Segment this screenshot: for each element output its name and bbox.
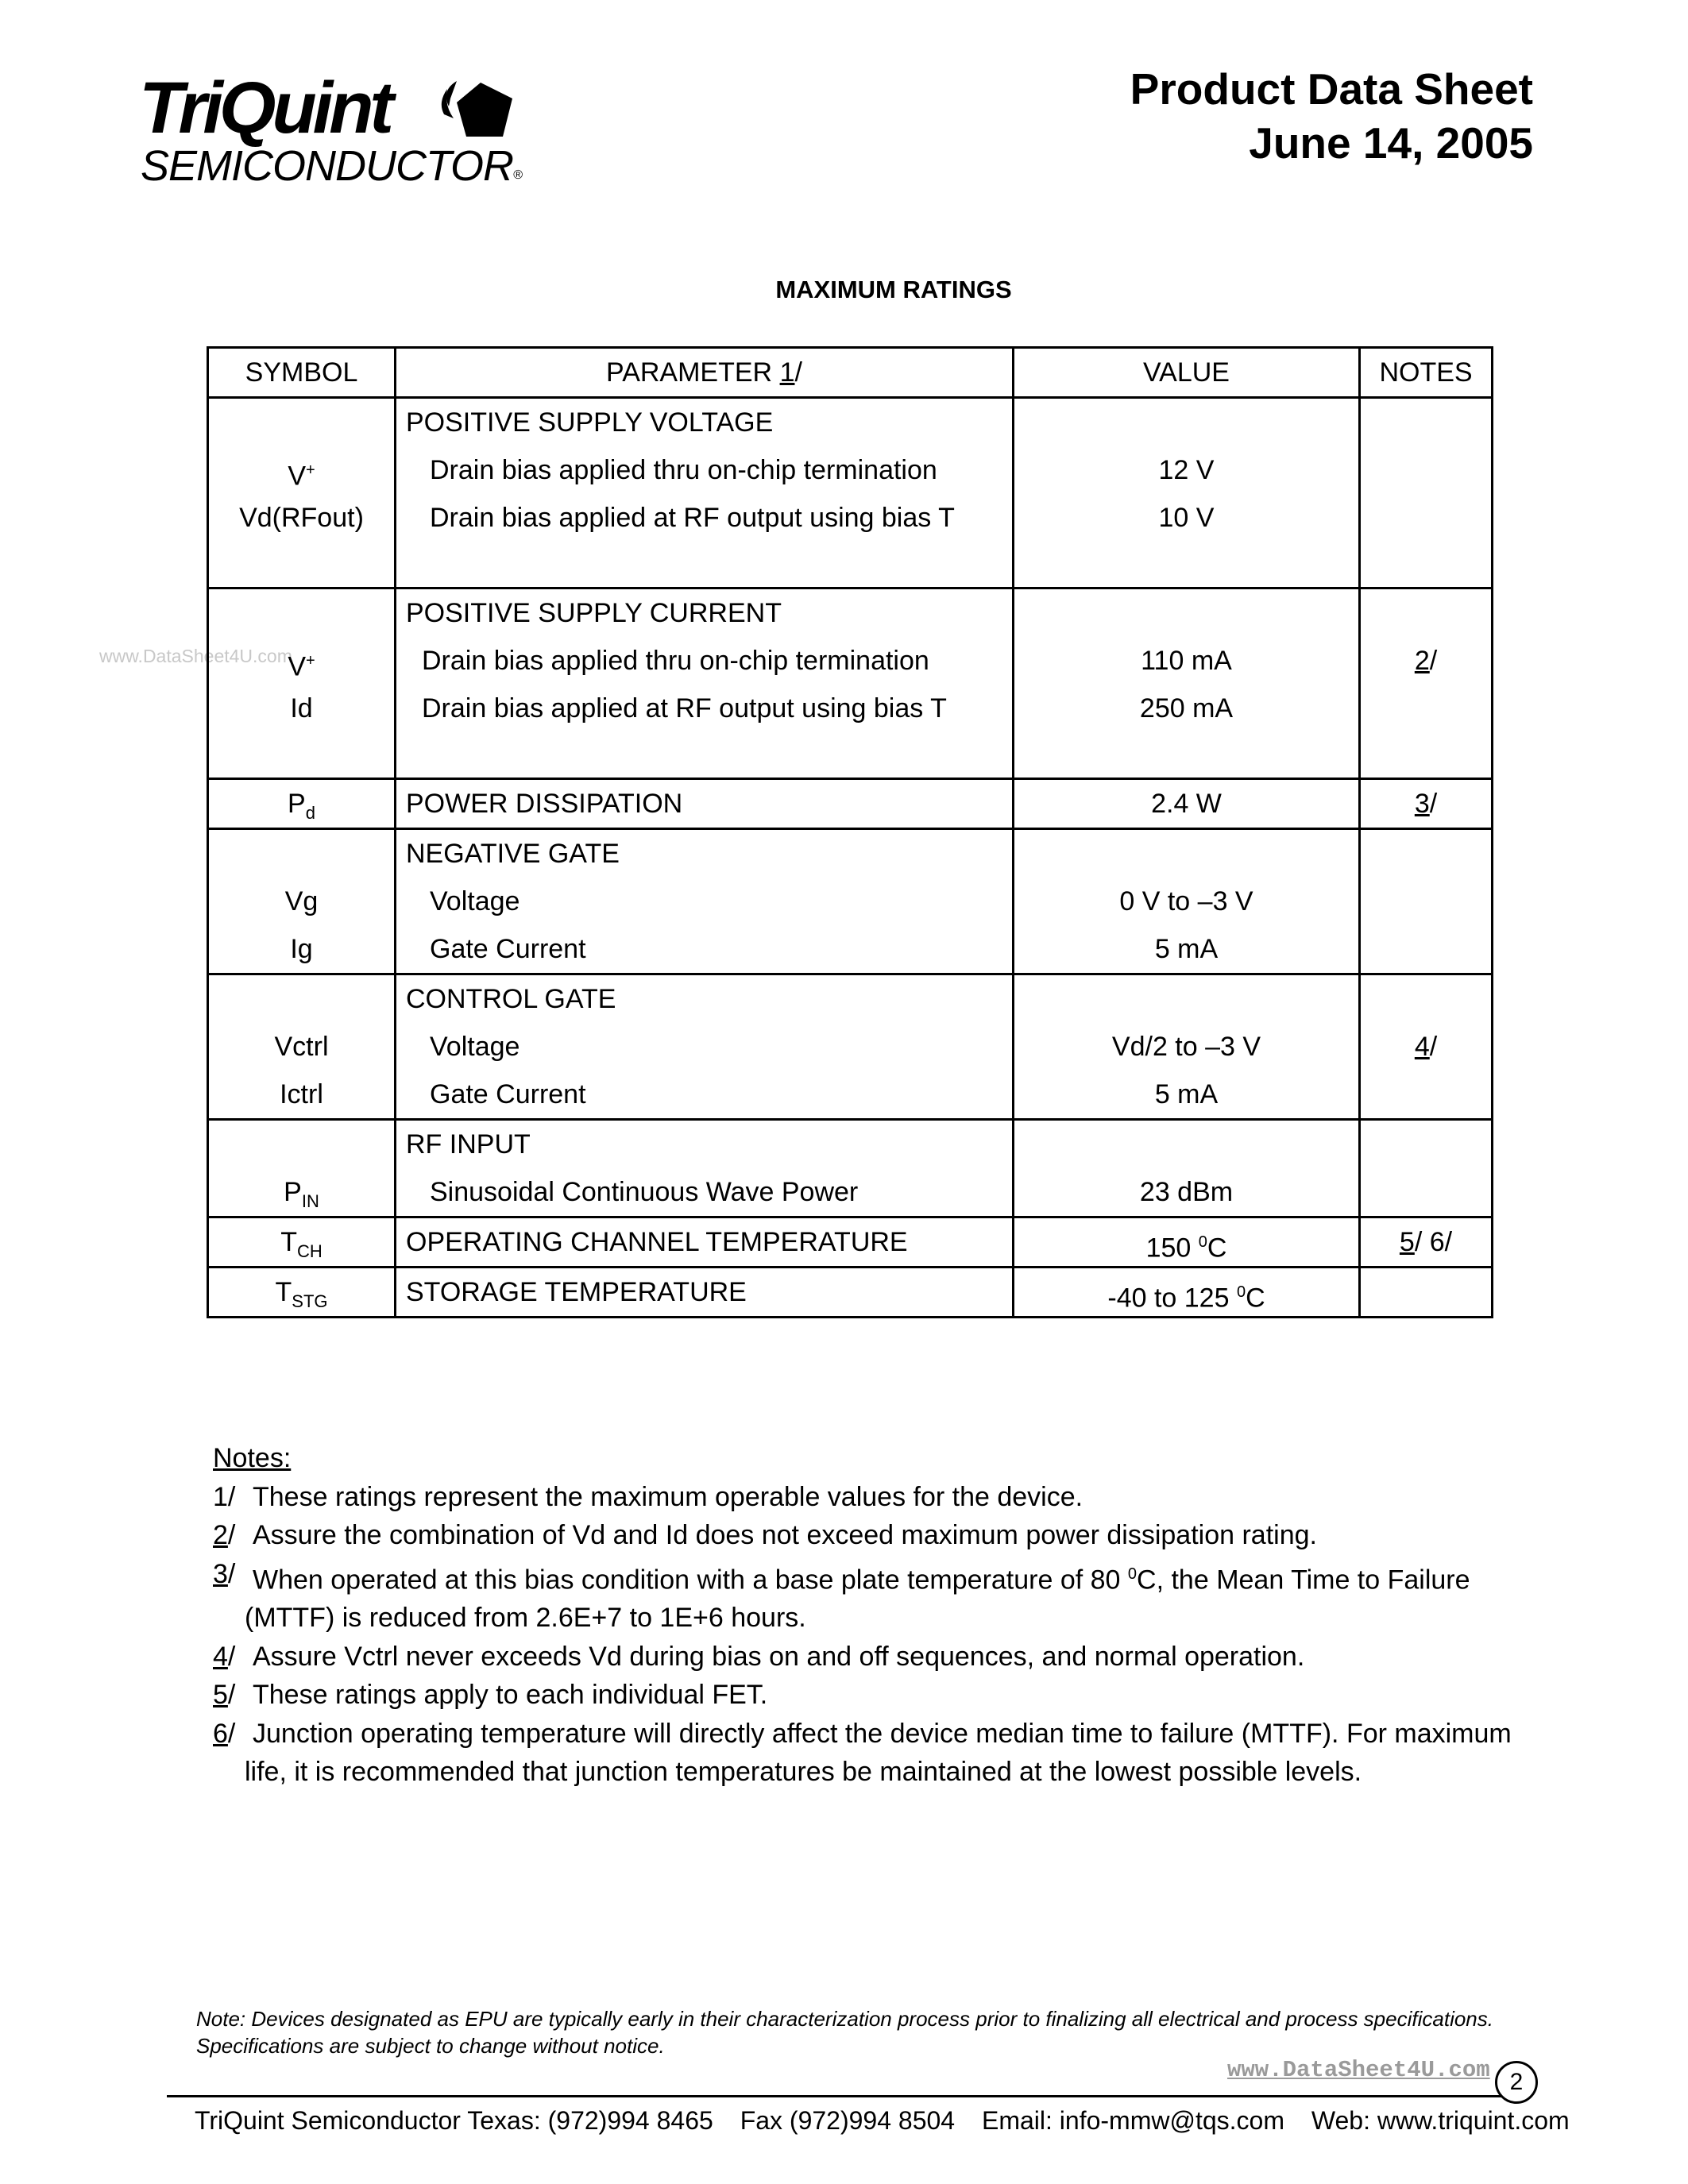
- parameter-cell: Voltage: [430, 886, 520, 916]
- doc-date: June 14, 2005: [1249, 118, 1533, 168]
- value-cell: 150 $^0$C: [1145, 1233, 1227, 1264]
- watermark-bottom[interactable]: www.DataSheet4U.com: [1227, 2057, 1490, 2083]
- value-cell: Vd/2 to –3 V: [1111, 1032, 1261, 1062]
- header-notes: NOTES: [1360, 348, 1493, 398]
- parameter-group-title: CONTROL GATE: [406, 984, 616, 1014]
- value-cell: 10 V: [1158, 503, 1215, 533]
- header-parameter: PARAMETER 1/: [396, 348, 1014, 398]
- parameter-cell: Voltage: [430, 1032, 520, 1062]
- symbol-cell: V+: [288, 461, 315, 492]
- parameter-group-title: POSITIVE SUPPLY VOLTAGE: [406, 407, 774, 438]
- value-cell: 23 dBm: [1139, 1177, 1234, 1207]
- pentagon-logo-icon: [433, 75, 520, 146]
- symbol-cell: Ictrl: [280, 1079, 323, 1109]
- notes-heading: Notes:: [213, 1443, 292, 1473]
- table-header-row: [208, 348, 1493, 398]
- document-header: [1130, 62, 1533, 170]
- footer: [195, 2106, 1590, 2136]
- table-row: [208, 829, 1493, 974]
- value-cell: 5 mA: [1154, 934, 1219, 964]
- table-row: [208, 398, 1493, 588]
- footer-fax: Fax (972)994 8504: [740, 2106, 956, 2135]
- note-continuation: life, it is recommended that junction temperatures be maintained at the lowest possible levels.: [245, 1757, 1362, 1788]
- note-continuation: (MTTF) is reduced from 2.6E+7 to 1E+6 hours.: [245, 1603, 806, 1634]
- note-item: 5/ These ratings apply to each individual FET.: [213, 1680, 768, 1711]
- watermark-top: www.DataSheet4U.com: [99, 646, 292, 666]
- table-row: [208, 1268, 1493, 1318]
- parameter-cell: Gate Current: [430, 934, 586, 964]
- note-item: 3/ When operated at this bias condition with a base plate temperature of 80 $^0$C, the Mean Time to Failure: [213, 1558, 1470, 1595]
- symbol-cell: Vctrl: [274, 1032, 329, 1062]
- notes-cell: 3/: [1414, 789, 1438, 819]
- page-number: 2: [1495, 2061, 1538, 2104]
- symbol-cell: Ig: [290, 934, 313, 964]
- parameter-cell: Drain bias applied thru on-chip termination: [430, 455, 937, 485]
- footer-web[interactable]: Web: www.triquint.com: [1311, 2106, 1570, 2135]
- table-row: [208, 779, 1493, 829]
- notes-cell: 4/: [1414, 1032, 1438, 1062]
- parameter-group-title: NEGATIVE GATE: [406, 839, 620, 869]
- parameter-cell: Drain bias applied thru on-chip termination: [422, 646, 929, 676]
- notes-cell: 2/: [1414, 646, 1438, 676]
- parameter-cell: POWER DISSIPATION: [406, 789, 683, 819]
- logo-wordmark: TriQuint: [139, 68, 391, 149]
- footer-divider: [167, 2095, 1517, 2097]
- table-row: [208, 1120, 1493, 1217]
- logo-subtitle: SEMICONDUCTOR®: [141, 142, 522, 190]
- value-cell: 5 mA: [1154, 1079, 1219, 1109]
- value-cell: 250 mA: [1139, 693, 1234, 723]
- value-cell: 2.4 W: [1151, 789, 1222, 819]
- maximum-ratings-table: [207, 346, 1493, 1318]
- value-cell: 110 mA: [1141, 646, 1232, 676]
- notes-cell: 5/ 6/: [1399, 1227, 1453, 1257]
- symbol-cell: Vg: [284, 886, 319, 916]
- symbol-cell: Vd(RFout): [239, 503, 364, 533]
- disclaimer: Note: Devices designated as EPU are typically early in their characterization process prior to finalizing all electrical and process specifications. Specifications are subject to change without notice.: [196, 2007, 1493, 2058]
- value-cell: 12 V: [1158, 455, 1215, 485]
- parameter-group-title: RF INPUT: [406, 1129, 531, 1160]
- symbol-cell: $T_{STG}$: [275, 1277, 328, 1311]
- symbol-cell: Id: [290, 693, 313, 723]
- parameter-cell: OPERATING CHANNEL TEMPERATURE: [406, 1227, 908, 1257]
- symbol-cell: $P_d$: [288, 789, 315, 823]
- parameter-cell: STORAGE TEMPERATURE: [406, 1277, 747, 1307]
- company-logo: [139, 68, 552, 191]
- symbol-cell: V+: [288, 651, 315, 682]
- note-item: 1/ These ratings represent the maximum operable values for the device.: [213, 1481, 1083, 1512]
- note-item: 4/ Assure Vctrl never exceeds Vd during bias on and off sequences, and normal operation.: [213, 1641, 1305, 1672]
- value-cell: -40 to 125 $^0$C: [1107, 1283, 1265, 1314]
- parameter-cell: Gate Current: [430, 1079, 586, 1109]
- table-row: [208, 1217, 1493, 1268]
- note-item: 6/ Junction operating temperature will directly affect the device median time to failure (MTTF). For maximum: [213, 1718, 1512, 1749]
- header-symbol: SYMBOL: [208, 348, 396, 398]
- footer-email[interactable]: Email: info-mmw@tqs.com: [981, 2106, 1284, 2135]
- parameter-cell: Sinusoidal Continuous Wave Power: [430, 1177, 859, 1207]
- value-cell: 0 V to –3 V: [1119, 886, 1253, 916]
- table-row: [208, 588, 1493, 779]
- parameter-group-title: POSITIVE SUPPLY CURRENT: [406, 598, 782, 628]
- table-row: [208, 974, 1493, 1120]
- note-item: 2/ Assure the combination of Vd and Id does not exceed maximum power dissipation rating.: [213, 1520, 1317, 1550]
- parameter-cell: Drain bias applied at RF output using bias T: [430, 503, 955, 533]
- doc-type: Product Data Sheet: [1130, 64, 1533, 114]
- notes-section: [213, 1439, 1563, 1792]
- parameter-cell: Drain bias applied at RF output using bias T: [422, 693, 947, 723]
- section-title: MAXIMUM RATINGS: [775, 276, 1012, 303]
- footer-company: TriQuint Semiconductor Texas: (972)994 8465: [195, 2106, 713, 2135]
- symbol-cell: $T_{CH}$: [280, 1227, 323, 1261]
- header-value: VALUE: [1014, 348, 1360, 398]
- symbol-cell: $P_{IN}$: [284, 1177, 319, 1211]
